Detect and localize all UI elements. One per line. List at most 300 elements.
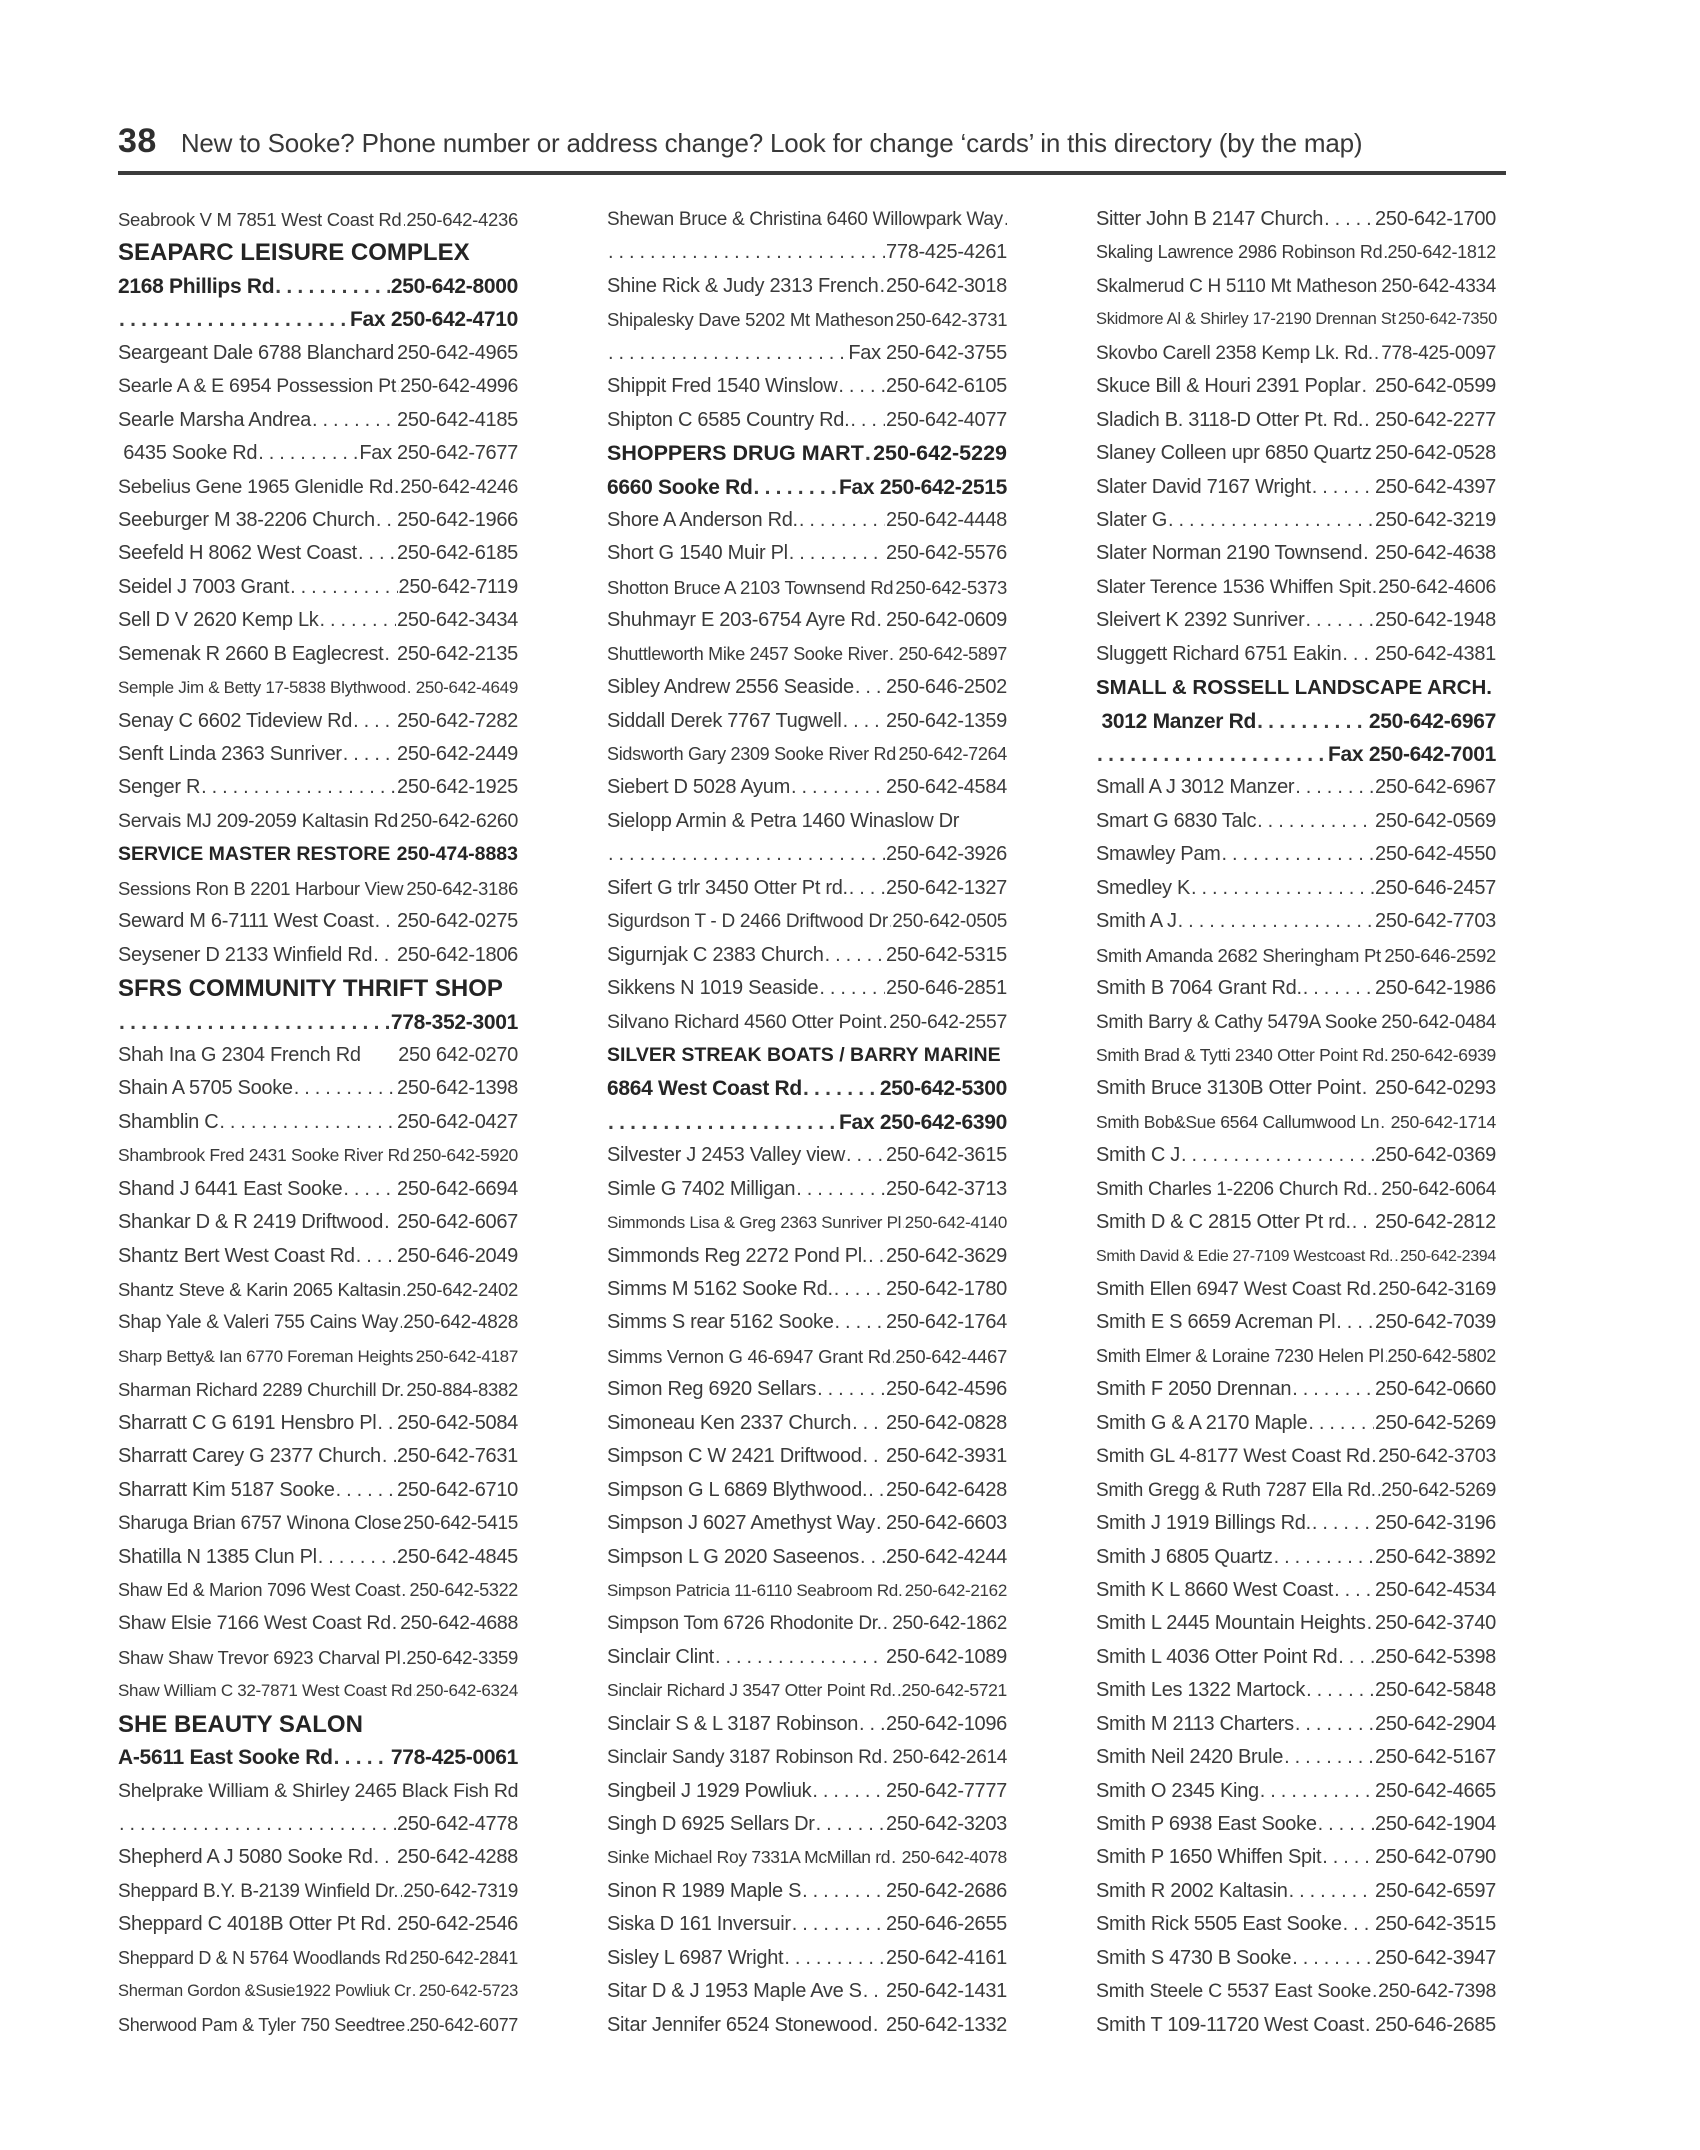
dot-leader — [1338, 1641, 1374, 1674]
entry-name: Sitar D & J 1953 Maple Ave S — [607, 1980, 862, 2003]
dot-leader — [1305, 604, 1374, 637]
dot-leader — [1352, 1206, 1374, 1239]
entry-phone: 250-642-2402 — [406, 1279, 518, 1300]
entry-name: Slaney Colleen upr 6850 Quartz — [1096, 442, 1372, 465]
entry-name: Sheppard D & N 5764 Woodlands Rd — [118, 1947, 408, 1968]
dot-leader — [1284, 1741, 1374, 1774]
directory-entry — [118, 1173, 518, 1206]
entry-phone: 250-642-7631 — [397, 1445, 518, 1468]
directory-entry — [1096, 1741, 1496, 1774]
directory-entry — [1096, 771, 1496, 804]
entry-name: Sessions Ron B 2201 Harbour View — [118, 877, 404, 899]
entry-name: Sibley Andrew 2556 Seaside — [607, 676, 854, 699]
entry-name: Smith T 109-11720 West Coast — [1096, 2013, 1365, 2036]
entry-name: Smith L 4036 Otter Point Rd — [1096, 1645, 1338, 1668]
directory-entry — [1096, 972, 1496, 1005]
dot-leader — [873, 2009, 885, 2042]
entry-name: Seidel J 7003 Grant — [118, 575, 290, 598]
entry-phone: 250-642-2841 — [409, 1947, 518, 1968]
directory-entry — [1096, 638, 1496, 671]
entry-name: Sinclair S & L 3187 Robinson — [607, 1712, 859, 1735]
dot-leader — [812, 1775, 885, 1808]
entry-name: Smith R 2002 Kaltasin — [1096, 1879, 1288, 1902]
entry-name: Shaw William C 32-7871 West Coast Rd — [118, 1681, 413, 1701]
entry-phone: 250-474-8883 — [396, 843, 518, 866]
entry-phone: 250-642-1096 — [886, 1712, 1007, 1735]
entry-phone: 250-642-6260 — [400, 809, 518, 832]
entry-phone: 250-642-5897 — [898, 643, 1007, 664]
entry-phone: 250-642-0599 — [1375, 375, 1496, 398]
entry-phone: 250-642-4077 — [886, 408, 1007, 431]
entry-phone: 250-642-3515 — [1375, 1913, 1496, 1936]
directory-entry — [1096, 939, 1496, 972]
dot-leader — [834, 1273, 885, 1306]
entry-phone: 250-642-3892 — [1375, 1545, 1496, 1568]
directory-heading — [118, 1708, 518, 1741]
entry-name: SILVER STREAK BOATS / BARRY MARINE — [607, 1043, 1001, 1066]
entry-name: Smith S 4730 B Sooke — [1096, 1946, 1292, 1969]
entry-phone: 250-642-5721 — [901, 1680, 1007, 1701]
entry-phone: 250-642-0828 — [886, 1411, 1007, 1434]
dot-leader — [1097, 738, 1327, 771]
dot-leader — [863, 1440, 886, 1473]
entry-phone: 250-646-2457 — [1375, 876, 1496, 899]
entry-phone: 250-642-7777 — [886, 1779, 1007, 1802]
entry-phone: 250-642-2135 — [397, 642, 518, 665]
directory-entry — [1096, 1942, 1496, 1975]
entry-phone: 778-352-3001 — [390, 1010, 518, 1034]
directory-entry — [1096, 905, 1496, 938]
dot-leader — [1343, 1908, 1374, 1941]
entry-phone: Fax 250-642-2515 — [839, 475, 1007, 499]
dot-leader — [855, 671, 885, 704]
entry-name: Sinke Michael Roy 7331A McMillan rd — [607, 1847, 891, 1868]
directory-heading — [118, 972, 518, 1005]
directory-entry — [118, 1340, 518, 1373]
dot-leader — [868, 1474, 885, 1507]
entry-phone: 250-642-3740 — [1375, 1612, 1496, 1635]
entry-name: SERVICE MASTER RESTORE — [118, 843, 391, 866]
dot-leader — [863, 1975, 885, 2008]
directory-entry — [607, 972, 1007, 1005]
directory-entry — [1096, 270, 1496, 303]
dot-leader — [377, 1407, 396, 1440]
entry-phone: 250-642-1904 — [1375, 1813, 1496, 1835]
directory-column-2 — [607, 203, 1007, 2042]
entry-phone: 250-646-2592 — [1384, 944, 1496, 966]
directory-entry — [607, 604, 1007, 637]
dot-leader — [1336, 1306, 1374, 1339]
entry-name: Sherman Gordon &Susie1922 Powliuk Cr — [118, 1982, 411, 2001]
directory-entry — [118, 1006, 518, 1039]
dot-leader — [1380, 1106, 1389, 1139]
dot-leader — [846, 1139, 885, 1172]
entry-phone: 250-642-0528 — [1375, 442, 1496, 465]
entry-name: Semple Jim & Betty 17-5838 Blythwood — [118, 678, 406, 698]
entry-name: Smith G & A 2170 Maple — [1096, 1411, 1308, 1434]
entry-phone: 250-642-1714 — [1390, 1111, 1496, 1132]
entry-phone: 250-642-3169 — [1378, 1278, 1496, 1300]
dot-leader — [201, 771, 396, 804]
entry-name: Shand J 6441 East Sooke — [118, 1177, 343, 1200]
entry-name: Smith Brad & Tytti 2340 Otter Point Rd. — [1096, 1044, 1389, 1065]
entry-name: Sikkens N 1019 Seaside — [607, 977, 819, 1000]
directory-entry — [1096, 1507, 1496, 1540]
entry-phone: 250-642-6710 — [397, 1478, 518, 1501]
directory-entry — [118, 1775, 518, 1808]
directory-entry — [1096, 1474, 1496, 1507]
directory-entry — [1096, 838, 1496, 871]
entry-phone: 250-642-6428 — [886, 1478, 1007, 1501]
entry-name: Sinclair Clint — [607, 1645, 714, 1668]
dot-leader — [784, 1942, 885, 1975]
dot-leader — [859, 1708, 885, 1741]
entry-phone: 250-642-5373 — [895, 576, 1007, 598]
entry-name: Shippit Fred 1540 Winslow — [607, 375, 838, 398]
dot-leader — [754, 471, 839, 504]
entry-name: Shain A 5705 Sooke — [118, 1077, 293, 1100]
entry-phone: 250-642-0369 — [1375, 1144, 1496, 1167]
entry-phone: 250-642-5802 — [1387, 1345, 1496, 1366]
directory-entry — [607, 1674, 1007, 1707]
directory-heading — [1096, 671, 1496, 704]
dot-leader — [1312, 1507, 1374, 1540]
entry-phone: 250-642-2614 — [892, 1747, 1007, 1769]
directory-entry — [1096, 236, 1496, 269]
entry-phone: 250-642-5322 — [409, 1579, 518, 1600]
entry-phone: 250-642-3615 — [886, 1144, 1007, 1167]
entry-name: Smith B 7064 Grant Rd. — [1096, 977, 1302, 1000]
entry-name: Shap Yale & Valeri 755 Cains Way — [118, 1312, 399, 1334]
directory-entry — [1096, 203, 1496, 236]
dot-leader — [294, 1072, 396, 1105]
entry-name: Sinon R 1989 Maple S — [607, 1879, 802, 1902]
directory-entry — [1096, 1541, 1496, 1574]
directory-entry — [607, 270, 1007, 303]
directory-entry — [1096, 1975, 1496, 2008]
directory-entry — [607, 1541, 1007, 1574]
dot-leader — [1004, 203, 1007, 236]
entry-name: Skovbo Carell 2358 Kemp Lk. Rd. — [1096, 342, 1373, 364]
entry-phone: 250-642-5300 — [879, 1077, 1007, 1101]
entry-phone: 250-642-5269 — [1381, 1479, 1496, 1501]
dot-leader — [819, 972, 885, 1005]
entry-name: SFRS COMMUNITY THRIFT SHOP — [118, 975, 503, 1003]
dot-leader — [816, 1808, 885, 1841]
entry-name: Sharratt C G 6191 Hensbro Pl — [118, 1411, 377, 1434]
entry-phone: 250-642-4845 — [397, 1545, 518, 1568]
entry-phone: 250-642-0427 — [397, 1110, 518, 1133]
entry-phone: 250-642-1986 — [1375, 977, 1496, 1000]
page-header — [118, 122, 1506, 161]
dot-leader — [852, 1407, 885, 1440]
entry-name: Smith Neil 2420 Brule — [1096, 1746, 1284, 1769]
entry-name: Sinclair Richard J 3547 Otter Point Rd. — [607, 1680, 896, 1701]
directory-entry — [118, 2009, 518, 2042]
entry-name: 2168 Phillips Rd — [118, 274, 275, 298]
entry-name: Slater David 7167 Wright — [1096, 475, 1311, 498]
directory-entry — [607, 1841, 1007, 1874]
entry-name: Siska D 161 Inversuir — [607, 1913, 791, 1936]
directory-entry — [118, 437, 518, 470]
dot-leader — [802, 1875, 885, 1908]
directory-column-1 — [118, 203, 518, 2042]
directory-entry — [607, 1006, 1007, 1039]
entry-phone: 250-642-4334 — [1381, 275, 1496, 297]
entry-name: Smith Charles 1-2206 Church Rd. — [1096, 1178, 1372, 1200]
entry-name: Smith J 6805 Quartz — [1096, 1545, 1273, 1568]
directory-entry — [1096, 1674, 1496, 1707]
entry-phone: 250-642-1780 — [886, 1278, 1007, 1300]
entry-phone: 778-425-0097 — [1381, 342, 1496, 364]
dot-leader — [374, 1841, 396, 1874]
directory-entry — [607, 1574, 1007, 1607]
directory-entry — [1096, 337, 1496, 370]
dot-leader — [838, 370, 885, 403]
dot-leader — [891, 1841, 900, 1874]
entry-name: Servais MJ 209-2059 Kaltasin Rd — [118, 809, 399, 832]
entry-name: Sisley L 6987 Wright — [607, 1946, 784, 1969]
directory-entry — [1096, 1708, 1496, 1741]
directory-entry — [607, 537, 1007, 570]
dot-leader — [608, 337, 847, 370]
directory-entry — [118, 337, 518, 370]
entry-name: Shewan Bruce & Christina 6460 Willowpark Way — [607, 209, 1003, 230]
entry-name: Sleivert K 2392 Sunriver — [1096, 609, 1305, 632]
entry-phone: 250-642-4448 — [886, 508, 1007, 531]
entry-name: Smith P 6938 East Sooke — [1096, 1813, 1317, 1835]
entry-name: Simpson J 6027 Amethyst Way — [607, 1512, 875, 1535]
directory-entry — [1096, 1440, 1496, 1473]
entry-phone: 250-642-1332 — [886, 2013, 1007, 2036]
directory-entry — [1096, 537, 1496, 570]
entry-phone: 250-642-6067 — [397, 1211, 518, 1234]
entry-name: Shine Rick & Judy 2313 French — [607, 274, 879, 297]
entry-name: Sheppard C 4018B Otter Pt Rd — [118, 1913, 386, 1936]
entry-phone: 250-642-6603 — [886, 1512, 1007, 1535]
directory-entry — [1096, 1039, 1496, 1072]
entry-name: Smith Elmer & Loraine 7230 Helen Pl — [1096, 1345, 1384, 1366]
entry-name: Shipalesky Dave 5202 Mt Matheson — [607, 309, 894, 331]
entry-phone: 250-642-6324 — [415, 1681, 518, 1701]
entry-phone: 250-642-4688 — [400, 1612, 518, 1635]
directory-entry — [118, 638, 518, 671]
entry-phone: 250-642-4606 — [1378, 575, 1496, 598]
entry-phone: 250-642-0484 — [1381, 1011, 1496, 1033]
entry-phone: 250-642-5167 — [1375, 1746, 1496, 1769]
directory-entry — [607, 1942, 1007, 1975]
entry-phone: 250-642-3186 — [406, 877, 518, 899]
directory-entry — [118, 1106, 518, 1139]
entry-name: Smith L 2445 Mountain Heights — [1096, 1612, 1366, 1635]
dot-leader — [384, 1206, 396, 1239]
directory-heading — [118, 838, 518, 871]
directory-entry — [607, 1708, 1007, 1741]
directory-heading — [607, 437, 1007, 470]
directory-entry — [1096, 738, 1496, 771]
dot-leader — [843, 705, 885, 738]
dot-leader — [375, 905, 396, 938]
dot-leader — [1178, 905, 1374, 938]
dot-leader — [835, 1306, 886, 1339]
directory-entry — [1096, 1072, 1496, 1105]
directory-entry — [118, 404, 518, 437]
entry-name: Simms S rear 5162 Sooke — [607, 1311, 834, 1334]
entry-phone: 250-642-5269 — [1375, 1411, 1496, 1434]
directory-entry — [607, 1641, 1007, 1674]
entry-name: Smith M 2113 Charters — [1096, 1712, 1294, 1735]
entry-phone: 250-642-7119 — [398, 575, 518, 598]
entry-phone: 250-642-6105 — [886, 375, 1007, 398]
entry-name: Sharuga Brian 6757 Winona Close — [118, 1513, 402, 1535]
dot-leader — [356, 1240, 396, 1273]
entry-name: Shipton C 6585 Country Rd. — [607, 408, 850, 431]
entry-name: Smith David & Edie 27-7109 Westcoast Rd. — [1096, 1247, 1394, 1265]
entry-name: Sigurnjak C 2383 Church — [607, 943, 824, 966]
directory-column-3 — [1096, 203, 1496, 2042]
entry-phone: 250-642-4244 — [886, 1545, 1007, 1568]
entry-name: Simle G 7402 Milligan — [607, 1177, 796, 1200]
entry-name: Seeburger M 38-2206 Church — [118, 508, 375, 531]
dot-leader — [1322, 1841, 1374, 1874]
entry-phone: 250-646-2049 — [397, 1244, 518, 1267]
dot-leader — [343, 1173, 396, 1206]
entry-name: Shelprake William & Shirley 2465 Black Fish Rd — [118, 1779, 519, 1802]
directory-columns — [118, 203, 1496, 2042]
entry-name: Small A J 3012 Manzer — [1096, 776, 1295, 799]
entry-name: Sebelius Gene 1965 Glenidle Rd — [118, 475, 394, 498]
directory-entry — [607, 1975, 1007, 2008]
dot-leader — [860, 1541, 885, 1574]
directory-entry — [118, 771, 518, 804]
entry-phone: 250-642-4397 — [1375, 475, 1496, 498]
directory-entry — [118, 1440, 518, 1473]
entry-name: Searle Marsha Andrea — [118, 408, 312, 431]
dot-leader — [1260, 1775, 1374, 1808]
dot-leader — [1222, 838, 1375, 871]
entry-name: Sherwood Pam & Tyler 750 Seedtree — [118, 2014, 405, 2035]
dot-leader — [608, 236, 885, 269]
entry-phone: 250-642-3713 — [886, 1177, 1007, 1200]
directory-entry — [1096, 1240, 1496, 1273]
entry-name: Smith Bob&Sue 6564 Callumwood Ln — [1096, 1111, 1380, 1132]
dot-leader — [876, 1507, 885, 1540]
entry-name: Skuce Bill & Houri 2391 Poplar — [1096, 375, 1361, 398]
directory-entry — [1096, 504, 1496, 537]
directory-entry — [1096, 1407, 1496, 1440]
entry-name: Smith Rick 5505 East Sooke — [1096, 1913, 1342, 1936]
entry-phone: 250-642-4288 — [397, 1846, 518, 1869]
directory-entry — [1096, 1206, 1496, 1239]
directory-entry — [1096, 805, 1496, 838]
entry-phone: 250-642-8000 — [390, 274, 518, 298]
entry-phone: 250-642-4187 — [415, 1346, 518, 1366]
page-number: 38 — [118, 122, 157, 160]
entry-phone: 250-642-2546 — [397, 1913, 518, 1936]
directory-entry — [118, 604, 518, 637]
entry-name: Seabrook V M 7851 West Coast Rd — [118, 209, 402, 230]
dot-leader — [1361, 370, 1374, 403]
directory-entry — [607, 1808, 1007, 1841]
directory-entry — [118, 1072, 518, 1105]
entry-phone: 778-425-0061 — [390, 1746, 518, 1770]
dot-leader — [1306, 1674, 1374, 1707]
directory-entry — [1096, 471, 1496, 504]
entry-name: Simms M 5162 Sooke Rd. — [607, 1278, 833, 1300]
directory-entry — [1096, 1106, 1496, 1139]
entry-phone: 250-642-4236 — [406, 209, 518, 230]
entry-phone: 250-642-1398 — [397, 1077, 518, 1100]
entry-name: Sielopp Armin & Petra 1460 Winaslow Dr — [607, 809, 960, 832]
entry-phone: 250-642-4185 — [397, 408, 518, 431]
entry-phone: 250-642-4996 — [400, 375, 518, 398]
dot-leader — [889, 638, 898, 671]
entry-name: Singbeil J 1929 Powliuk — [607, 1779, 812, 1802]
directory-entry — [607, 2009, 1007, 2042]
directory-entry — [118, 370, 518, 403]
entry-name: Simpson Tom 6726 Rhodonite Dr. — [607, 1613, 882, 1635]
entry-name: 3012 Manzer Rd — [1096, 709, 1257, 733]
dot-leader — [883, 1607, 892, 1640]
entry-phone: 250-642-3219 — [1375, 508, 1496, 531]
dot-leader — [119, 303, 349, 336]
entry-phone: 250-642-4140 — [904, 1213, 1007, 1233]
directory-entry — [607, 471, 1007, 504]
entry-name: Smith Steele C 5537 East Sooke — [1096, 1980, 1371, 2003]
entry-name: Skaling Lawrence 2986 Robinson Rd — [1096, 242, 1383, 263]
dot-leader — [1334, 1574, 1374, 1607]
directory-entry — [118, 1808, 518, 1841]
entry-phone: 250-642-3196 — [1375, 1512, 1496, 1535]
entry-name: Shambrook Fred 2431 Sooke River Rd — [118, 1145, 410, 1166]
entry-phone: 250-646-2851 — [886, 977, 1007, 1000]
entry-phone: 250-642-6967 — [1375, 776, 1496, 799]
dot-leader — [353, 705, 396, 738]
entry-phone: Fax 250-642-3755 — [848, 341, 1007, 364]
directory-entry — [607, 805, 1007, 838]
entry-phone: 250-642-3203 — [886, 1813, 1007, 1835]
dot-leader — [376, 504, 396, 537]
directory-entry — [607, 1206, 1007, 1239]
dot-leader — [1289, 1875, 1374, 1908]
entry-phone: 250-642-7264 — [898, 744, 1007, 764]
entry-name: Sell D V 2620 Kemp Lk — [118, 609, 319, 632]
entry-name: Shore A Anderson Rd. — [607, 508, 798, 531]
directory-entry — [607, 1139, 1007, 1172]
directory-entry — [1096, 1173, 1496, 1206]
directory-entry — [607, 1741, 1007, 1774]
directory-entry — [607, 872, 1007, 905]
directory-entry — [607, 1908, 1007, 1941]
entry-name: Sladich B. 3118-D Otter Pt. Rd. — [1096, 408, 1364, 431]
directory-entry — [118, 1206, 518, 1239]
entry-phone: 250-642-1812 — [1387, 242, 1496, 263]
dot-leader — [865, 437, 872, 470]
entry-phone: 250-642-7350 — [1397, 310, 1497, 329]
entry-phone: 250-642-4778 — [397, 1813, 518, 1835]
entry-name: Smedley K — [1096, 876, 1191, 899]
entry-phone: 250-642-2686 — [886, 1879, 1007, 1902]
entry-phone: 250-642-2904 — [1375, 1712, 1496, 1735]
directory-entry — [607, 671, 1007, 704]
directory-entry — [607, 939, 1007, 972]
entry-name: Silvano Richard 4560 Otter Point — [607, 1010, 882, 1033]
entry-name: Simpson C W 2421 Driftwood — [607, 1445, 862, 1468]
directory-entry — [607, 404, 1007, 437]
entry-phone: 250-642-7282 — [397, 709, 518, 732]
dot-leader — [343, 738, 396, 771]
entry-phone: 250-642-6597 — [1375, 1879, 1496, 1902]
